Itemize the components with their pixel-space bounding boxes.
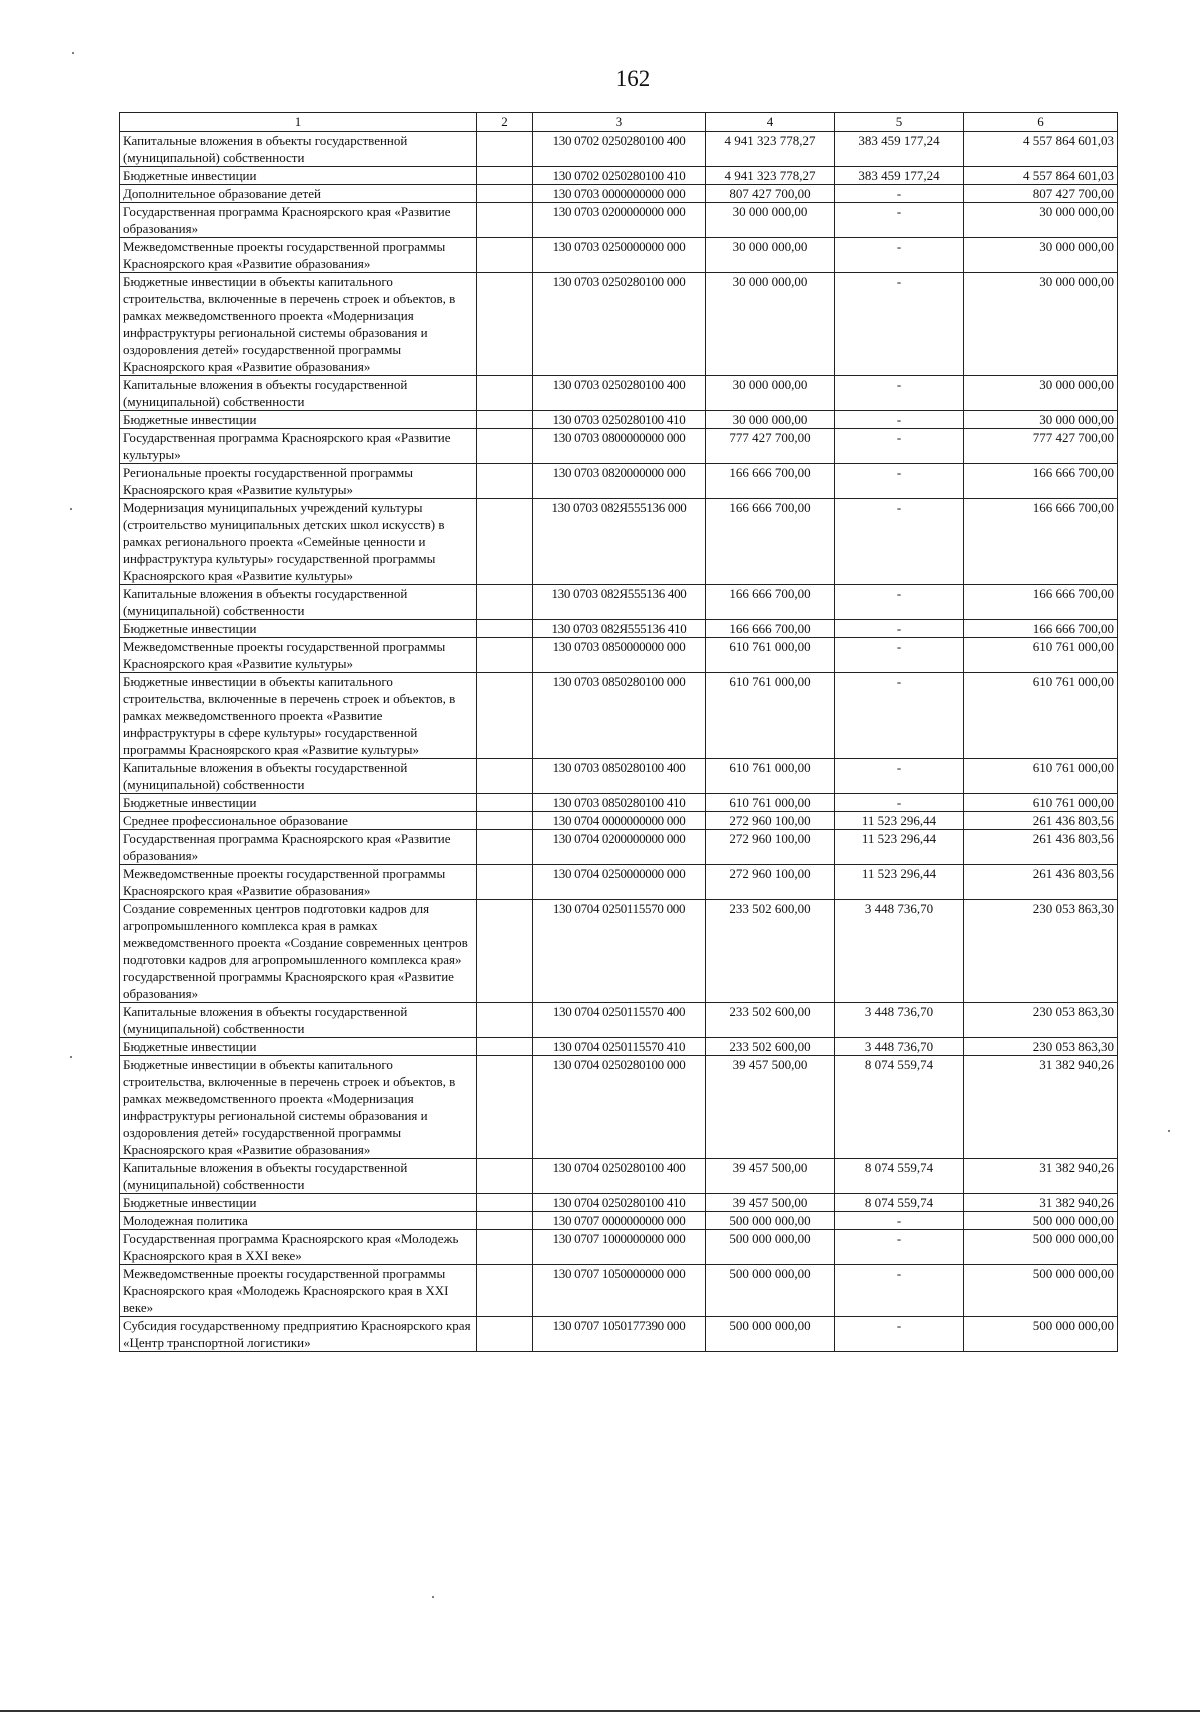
row-remainder-cell: 807 427 700,00 bbox=[964, 185, 1118, 203]
row-amount-cell: 610 761 000,00 bbox=[706, 673, 835, 759]
row-code-cell: 130 0707 0000000000 000 bbox=[533, 1212, 706, 1230]
table-row bbox=[120, 376, 1118, 411]
row-code-cell: 130 0704 0000000000 000 bbox=[533, 812, 706, 830]
row-code-cell: 130 0703 0850000000 000 bbox=[533, 638, 706, 673]
table-row bbox=[120, 238, 1118, 273]
row-execution-cell: 8 074 559,74 bbox=[835, 1194, 964, 1212]
row-execution-cell: - bbox=[835, 638, 964, 673]
row-code-cell: 130 0707 1050000000 000 bbox=[533, 1265, 706, 1317]
row-execution-cell: - bbox=[835, 376, 964, 411]
row-col2-cell bbox=[477, 1038, 533, 1056]
row-code-cell: 130 0702 0250280100 410 bbox=[533, 167, 706, 185]
row-code-cell: 130 0707 1000000000 000 bbox=[533, 1230, 706, 1265]
budget-table bbox=[119, 112, 1118, 1352]
row-name-cell: Бюджетные инвестиции bbox=[120, 1038, 477, 1056]
row-name-cell: Межведомственные проекты государственной программы Красноярского края «Развитие образования» bbox=[120, 865, 477, 900]
row-amount-cell: 500 000 000,00 bbox=[706, 1230, 835, 1265]
row-amount-cell: 166 666 700,00 bbox=[706, 620, 835, 638]
row-remainder-cell: 610 761 000,00 bbox=[964, 759, 1118, 794]
row-amount-cell: 166 666 700,00 bbox=[706, 585, 835, 620]
row-code-cell: 130 0703 082Я555136 400 bbox=[533, 585, 706, 620]
row-col2-cell bbox=[477, 865, 533, 900]
table-row bbox=[120, 167, 1118, 185]
table-row bbox=[120, 1212, 1118, 1230]
row-remainder-cell: 30 000 000,00 bbox=[964, 238, 1118, 273]
row-name-cell: Модернизация муниципальных учреждений культуры (строительство муниципальных детских школ искусств) в рамках регионального проекта «Семейные ценности и инфраструктура культуры» государственной программы Красноярского края «Развитие культуры» bbox=[120, 499, 477, 585]
column-header: 3 bbox=[533, 113, 706, 132]
row-col2-cell bbox=[477, 585, 533, 620]
table-row bbox=[120, 185, 1118, 203]
row-name-cell: Капитальные вложения в объекты государственной (муниципальной) собственности bbox=[120, 585, 477, 620]
row-code-cell: 130 0703 0820000000 000 bbox=[533, 464, 706, 499]
row-col2-cell bbox=[477, 830, 533, 865]
table-row bbox=[120, 499, 1118, 585]
table-row bbox=[120, 411, 1118, 429]
row-amount-cell: 39 457 500,00 bbox=[706, 1056, 835, 1159]
row-execution-cell: 3 448 736,70 bbox=[835, 900, 964, 1003]
row-remainder-cell: 4 557 864 601,03 bbox=[964, 132, 1118, 167]
row-amount-cell: 233 502 600,00 bbox=[706, 900, 835, 1003]
row-amount-cell: 233 502 600,00 bbox=[706, 1003, 835, 1038]
row-remainder-cell: 30 000 000,00 bbox=[964, 411, 1118, 429]
row-amount-cell: 272 960 100,00 bbox=[706, 830, 835, 865]
row-amount-cell: 39 457 500,00 bbox=[706, 1159, 835, 1194]
row-execution-cell: - bbox=[835, 203, 964, 238]
row-remainder-cell: 500 000 000,00 bbox=[964, 1317, 1118, 1352]
row-amount-cell: 272 960 100,00 bbox=[706, 865, 835, 900]
row-remainder-cell: 230 053 863,30 bbox=[964, 1038, 1118, 1056]
row-col2-cell bbox=[477, 1056, 533, 1159]
row-name-cell: Государственная программа Красноярского края «Развитие образования» bbox=[120, 830, 477, 865]
row-name-cell: Бюджетные инвестиции в объекты капитального строительства, включенные в перечень строек и объектов, в рамках межведомственного проекта «Развитие инфраструктуры в сфере культуры» государственной программы Красноярского края «Развитие культуры» bbox=[120, 673, 477, 759]
row-name-cell: Бюджетные инвестиции bbox=[120, 411, 477, 429]
table-row bbox=[120, 203, 1118, 238]
row-amount-cell: 807 427 700,00 bbox=[706, 185, 835, 203]
row-col2-cell bbox=[477, 759, 533, 794]
row-execution-cell: 8 074 559,74 bbox=[835, 1056, 964, 1159]
scan-edge-line bbox=[0, 1710, 1200, 1712]
table-row bbox=[120, 830, 1118, 865]
row-name-cell: Бюджетные инвестиции в объекты капитального строительства, включенные в перечень строек и объектов, в рамках межведомственного проекта «Модернизация инфраструктуры региональной системы образования и оздоровления детей» государственной программы Красноярского края «Развитие образования» bbox=[120, 273, 477, 376]
row-execution-cell: 11 523 296,44 bbox=[835, 865, 964, 900]
header-row bbox=[120, 113, 1118, 132]
row-code-cell: 130 0703 0250000000 000 bbox=[533, 238, 706, 273]
column-header: 5 bbox=[835, 113, 964, 132]
table-row bbox=[120, 1003, 1118, 1038]
row-remainder-cell: 166 666 700,00 bbox=[964, 620, 1118, 638]
table-row bbox=[120, 429, 1118, 464]
row-code-cell: 130 0704 0250000000 000 bbox=[533, 865, 706, 900]
row-execution-cell: - bbox=[835, 185, 964, 203]
table-row bbox=[120, 1056, 1118, 1159]
table-row bbox=[120, 1159, 1118, 1194]
table-row bbox=[120, 585, 1118, 620]
table-row bbox=[120, 620, 1118, 638]
row-amount-cell: 30 000 000,00 bbox=[706, 376, 835, 411]
row-name-cell: Бюджетные инвестиции bbox=[120, 794, 477, 812]
row-remainder-cell: 30 000 000,00 bbox=[964, 376, 1118, 411]
row-col2-cell bbox=[477, 429, 533, 464]
row-name-cell: Капитальные вложения в объекты государственной (муниципальной) собственности bbox=[120, 132, 477, 167]
row-remainder-cell: 230 053 863,30 bbox=[964, 1003, 1118, 1038]
row-remainder-cell: 230 053 863,30 bbox=[964, 900, 1118, 1003]
row-name-cell: Межведомственные проекты государственной программы Красноярского края «Молодежь Красноярского края в XXI веке» bbox=[120, 1265, 477, 1317]
row-col2-cell bbox=[477, 464, 533, 499]
row-name-cell: Государственная программа Красноярского края «Молодежь Красноярского края в XXI веке» bbox=[120, 1230, 477, 1265]
row-execution-cell: 3 448 736,70 bbox=[835, 1038, 964, 1056]
row-amount-cell: 500 000 000,00 bbox=[706, 1212, 835, 1230]
row-col2-cell bbox=[477, 1194, 533, 1212]
row-remainder-cell: 166 666 700,00 bbox=[964, 585, 1118, 620]
row-amount-cell: 4 941 323 778,27 bbox=[706, 167, 835, 185]
row-execution-cell: - bbox=[835, 411, 964, 429]
row-execution-cell: 3 448 736,70 bbox=[835, 1003, 964, 1038]
table-row bbox=[120, 638, 1118, 673]
scan-speck bbox=[70, 508, 72, 510]
row-code-cell: 130 0707 1050177390 000 bbox=[533, 1317, 706, 1352]
row-amount-cell: 233 502 600,00 bbox=[706, 1038, 835, 1056]
row-col2-cell bbox=[477, 673, 533, 759]
table-row bbox=[120, 1194, 1118, 1212]
row-amount-cell: 30 000 000,00 bbox=[706, 273, 835, 376]
row-code-cell: 130 0704 0250280100 000 bbox=[533, 1056, 706, 1159]
scan-speck bbox=[72, 52, 74, 54]
row-name-cell: Бюджетные инвестиции в объекты капитального строительства, включенные в перечень строек и объектов, в рамках межведомственного проекта «Модернизация инфраструктуры региональной системы образования и оздоровления детей» государственной программы Красноярского края «Развитие образования» bbox=[120, 1056, 477, 1159]
row-col2-cell bbox=[477, 273, 533, 376]
row-execution-cell: 383 459 177,24 bbox=[835, 167, 964, 185]
row-col2-cell bbox=[477, 1159, 533, 1194]
row-execution-cell: 8 074 559,74 bbox=[835, 1159, 964, 1194]
row-code-cell: 130 0703 0850280100 000 bbox=[533, 673, 706, 759]
row-amount-cell: 166 666 700,00 bbox=[706, 464, 835, 499]
row-name-cell: Субсидия государственному предприятию Красноярского края «Центр транспортной логистики» bbox=[120, 1317, 477, 1352]
row-amount-cell: 30 000 000,00 bbox=[706, 203, 835, 238]
row-name-cell: Бюджетные инвестиции bbox=[120, 167, 477, 185]
scan-speck bbox=[432, 1596, 434, 1598]
row-name-cell: Дополнительное образование детей bbox=[120, 185, 477, 203]
row-name-cell: Среднее профессиональное образование bbox=[120, 812, 477, 830]
row-name-cell: Капитальные вложения в объекты государственной (муниципальной) собственности bbox=[120, 759, 477, 794]
row-remainder-cell: 610 761 000,00 bbox=[964, 794, 1118, 812]
row-name-cell: Капитальные вложения в объекты государственной (муниципальной) собственности bbox=[120, 1159, 477, 1194]
row-code-cell: 130 0704 0250115570 400 bbox=[533, 1003, 706, 1038]
row-code-cell: 130 0702 0250280100 400 bbox=[533, 132, 706, 167]
row-execution-cell: - bbox=[835, 794, 964, 812]
row-code-cell: 130 0704 0200000000 000 bbox=[533, 830, 706, 865]
row-execution-cell: - bbox=[835, 1230, 964, 1265]
row-name-cell: Молодежная политика bbox=[120, 1212, 477, 1230]
row-col2-cell bbox=[477, 376, 533, 411]
row-name-cell: Государственная программа Красноярского края «Развитие культуры» bbox=[120, 429, 477, 464]
table-row bbox=[120, 865, 1118, 900]
column-header: 4 bbox=[706, 113, 835, 132]
row-col2-cell bbox=[477, 411, 533, 429]
row-remainder-cell: 30 000 000,00 bbox=[964, 203, 1118, 238]
row-code-cell: 130 0703 0850280100 400 bbox=[533, 759, 706, 794]
row-remainder-cell: 777 427 700,00 bbox=[964, 429, 1118, 464]
row-col2-cell bbox=[477, 900, 533, 1003]
row-amount-cell: 30 000 000,00 bbox=[706, 411, 835, 429]
row-amount-cell: 500 000 000,00 bbox=[706, 1317, 835, 1352]
row-execution-cell: - bbox=[835, 673, 964, 759]
row-col2-cell bbox=[477, 1265, 533, 1317]
table-header bbox=[120, 113, 1118, 132]
row-remainder-cell: 610 761 000,00 bbox=[964, 638, 1118, 673]
row-amount-cell: 610 761 000,00 bbox=[706, 794, 835, 812]
row-execution-cell: - bbox=[835, 429, 964, 464]
scan-speck bbox=[1168, 1130, 1170, 1132]
page-number: 162 bbox=[615, 66, 651, 91]
row-col2-cell bbox=[477, 1212, 533, 1230]
row-execution-cell: - bbox=[835, 273, 964, 376]
row-remainder-cell: 500 000 000,00 bbox=[964, 1230, 1118, 1265]
row-name-cell: Региональные проекты государственной программы Красноярского края «Развитие культуры» bbox=[120, 464, 477, 499]
row-name-cell: Бюджетные инвестиции bbox=[120, 1194, 477, 1212]
row-col2-cell bbox=[477, 620, 533, 638]
table-row bbox=[120, 794, 1118, 812]
row-remainder-cell: 261 436 803,56 bbox=[964, 865, 1118, 900]
row-code-cell: 130 0703 0250280100 410 bbox=[533, 411, 706, 429]
column-header: 6 bbox=[964, 113, 1118, 132]
row-col2-cell bbox=[477, 132, 533, 167]
table-row bbox=[120, 273, 1118, 376]
row-remainder-cell: 31 382 940,26 bbox=[964, 1194, 1118, 1212]
row-amount-cell: 166 666 700,00 bbox=[706, 499, 835, 585]
table-row bbox=[120, 1230, 1118, 1265]
table-row bbox=[120, 132, 1118, 167]
row-col2-cell bbox=[477, 238, 533, 273]
row-execution-cell: - bbox=[835, 464, 964, 499]
row-remainder-cell: 4 557 864 601,03 bbox=[964, 167, 1118, 185]
scan-speck bbox=[70, 1056, 72, 1058]
row-name-cell: Бюджетные инвестиции bbox=[120, 620, 477, 638]
row-name-cell: Межведомственные проекты государственной программы Красноярского края «Развитие образования» bbox=[120, 238, 477, 273]
row-amount-cell: 610 761 000,00 bbox=[706, 638, 835, 673]
table-row bbox=[120, 673, 1118, 759]
row-code-cell: 130 0704 0250280100 410 bbox=[533, 1194, 706, 1212]
row-amount-cell: 610 761 000,00 bbox=[706, 759, 835, 794]
row-code-cell: 130 0704 0250280100 400 bbox=[533, 1159, 706, 1194]
row-code-cell: 130 0704 0250115570 410 bbox=[533, 1038, 706, 1056]
row-code-cell: 130 0703 0800000000 000 bbox=[533, 429, 706, 464]
table-row bbox=[120, 1317, 1118, 1352]
table-row bbox=[120, 812, 1118, 830]
row-amount-cell: 4 941 323 778,27 bbox=[706, 132, 835, 167]
row-code-cell: 130 0703 0250280100 400 bbox=[533, 376, 706, 411]
row-amount-cell: 777 427 700,00 bbox=[706, 429, 835, 464]
row-amount-cell: 500 000 000,00 bbox=[706, 1265, 835, 1317]
row-execution-cell: 11 523 296,44 bbox=[835, 830, 964, 865]
row-execution-cell: - bbox=[835, 620, 964, 638]
row-execution-cell: - bbox=[835, 238, 964, 273]
row-remainder-cell: 30 000 000,00 bbox=[964, 273, 1118, 376]
row-col2-cell bbox=[477, 812, 533, 830]
table-row bbox=[120, 900, 1118, 1003]
table-row bbox=[120, 464, 1118, 499]
row-code-cell: 130 0704 0250115570 000 bbox=[533, 900, 706, 1003]
row-col2-cell bbox=[477, 1230, 533, 1265]
row-col2-cell bbox=[477, 499, 533, 585]
row-execution-cell: - bbox=[835, 499, 964, 585]
row-code-cell: 130 0703 0200000000 000 bbox=[533, 203, 706, 238]
row-execution-cell: - bbox=[835, 1212, 964, 1230]
row-execution-cell: - bbox=[835, 1317, 964, 1352]
row-amount-cell: 39 457 500,00 bbox=[706, 1194, 835, 1212]
row-remainder-cell: 500 000 000,00 bbox=[964, 1265, 1118, 1317]
table-row bbox=[120, 759, 1118, 794]
row-col2-cell bbox=[477, 794, 533, 812]
row-amount-cell: 30 000 000,00 bbox=[706, 238, 835, 273]
row-execution-cell: - bbox=[835, 759, 964, 794]
row-col2-cell bbox=[477, 1003, 533, 1038]
row-name-cell: Капитальные вложения в объекты государственной (муниципальной) собственности bbox=[120, 1003, 477, 1038]
row-name-cell: Капитальные вложения в объекты государственной (муниципальной) собственности bbox=[120, 376, 477, 411]
row-name-cell: Государственная программа Красноярского края «Развитие образования» bbox=[120, 203, 477, 238]
row-code-cell: 130 0703 0250280100 000 bbox=[533, 273, 706, 376]
row-remainder-cell: 261 436 803,56 bbox=[964, 812, 1118, 830]
row-name-cell: Создание современных центров подготовки кадров для агропромышленного комплекса края в рамках межведомственного проекта «Создание современных центров подготовки кадров для агропромышленного комплекса края» государственной программы Красноярского края «Развитие образования» bbox=[120, 900, 477, 1003]
row-col2-cell bbox=[477, 203, 533, 238]
row-execution-cell: - bbox=[835, 585, 964, 620]
table-row bbox=[120, 1265, 1118, 1317]
row-code-cell: 130 0703 082Я555136 410 bbox=[533, 620, 706, 638]
row-execution-cell: 11 523 296,44 bbox=[835, 812, 964, 830]
row-remainder-cell: 610 761 000,00 bbox=[964, 673, 1118, 759]
row-remainder-cell: 166 666 700,00 bbox=[964, 499, 1118, 585]
row-name-cell: Межведомственные проекты государственной программы Красноярского края «Развитие культуры» bbox=[120, 638, 477, 673]
row-col2-cell bbox=[477, 1317, 533, 1352]
row-amount-cell: 272 960 100,00 bbox=[706, 812, 835, 830]
row-col2-cell bbox=[477, 185, 533, 203]
row-remainder-cell: 261 436 803,56 bbox=[964, 830, 1118, 865]
row-remainder-cell: 166 666 700,00 bbox=[964, 464, 1118, 499]
row-remainder-cell: 500 000 000,00 bbox=[964, 1212, 1118, 1230]
table-body bbox=[120, 132, 1118, 1352]
row-execution-cell: - bbox=[835, 1265, 964, 1317]
row-code-cell: 130 0703 0850280100 410 bbox=[533, 794, 706, 812]
row-remainder-cell: 31 382 940,26 bbox=[964, 1056, 1118, 1159]
column-header: 1 bbox=[120, 113, 477, 132]
row-code-cell: 130 0703 0000000000 000 bbox=[533, 185, 706, 203]
row-remainder-cell: 31 382 940,26 bbox=[964, 1159, 1118, 1194]
row-execution-cell: 383 459 177,24 bbox=[835, 132, 964, 167]
table-row bbox=[120, 1038, 1118, 1056]
row-col2-cell bbox=[477, 638, 533, 673]
row-col2-cell bbox=[477, 167, 533, 185]
column-header: 2 bbox=[477, 113, 533, 132]
row-code-cell: 130 0703 082Я555136 000 bbox=[533, 499, 706, 585]
